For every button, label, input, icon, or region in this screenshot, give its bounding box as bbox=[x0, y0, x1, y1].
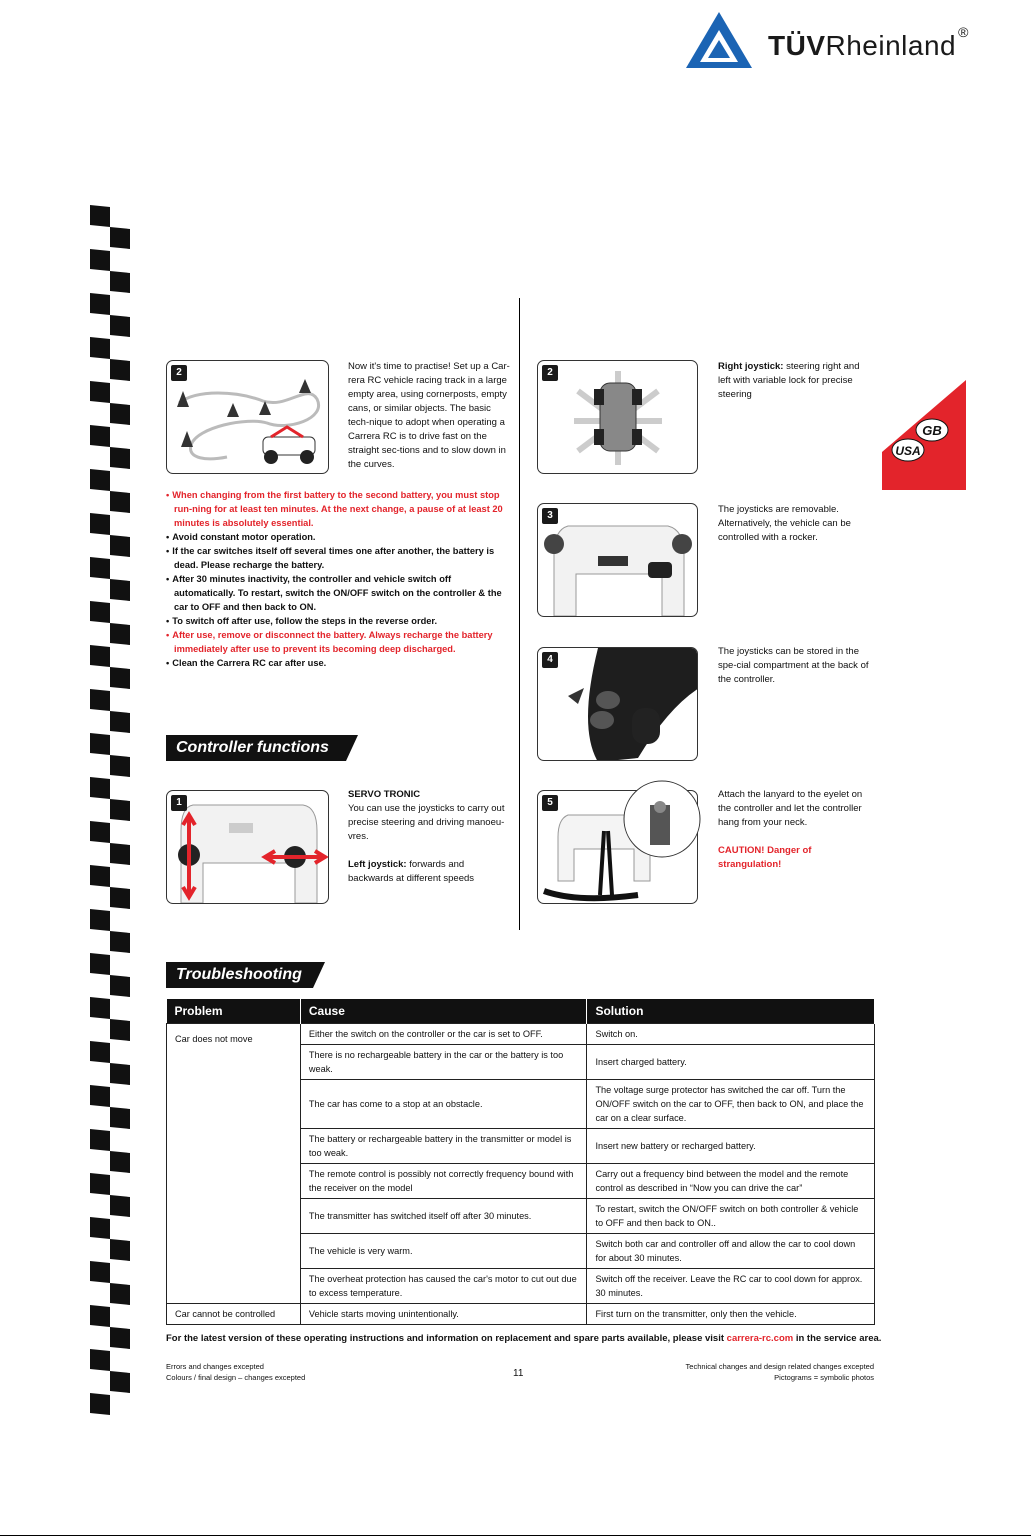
cause-cell: The overheat protection has caused the car's motor to cut out due to excess temperature. bbox=[300, 1268, 587, 1303]
solution-cell: Carry out a frequency bind between the model and the remote control as described in “Now you can drive the car” bbox=[587, 1163, 875, 1198]
table-row bbox=[167, 1023, 875, 1044]
solution-cell: Switch off the receiver. Leave the RC car to cool down for approx. 30 minutes. bbox=[587, 1268, 875, 1303]
strangulation-caution: CAUTION! Danger of strangulation! bbox=[718, 845, 812, 870]
figure-lanyard bbox=[537, 790, 698, 904]
cause-cell: There is no rechargeable battery in the car or the battery is too weak. bbox=[300, 1044, 587, 1079]
checker-square bbox=[90, 1261, 110, 1283]
checker-square bbox=[90, 1305, 110, 1327]
right-joystick-desc: steering right and left with variable lock for precise steering bbox=[718, 361, 860, 400]
checker-square bbox=[110, 1327, 130, 1349]
checker-square bbox=[110, 887, 130, 909]
carrera-link[interactable]: carrera-rc.com bbox=[726, 1333, 794, 1344]
checker-square bbox=[110, 579, 130, 601]
race-track-illustration bbox=[167, 361, 329, 474]
removable-joysticks-text: The joysticks are removable. Alternatively, the vehicle can be controlled with a rocker. bbox=[718, 504, 851, 543]
language-tab-gb-usa bbox=[882, 380, 966, 490]
checker-square bbox=[90, 381, 110, 403]
checker-square bbox=[110, 975, 130, 997]
figure-number: 3 bbox=[542, 508, 558, 524]
checker-square bbox=[90, 689, 110, 711]
figure-number: 1 bbox=[171, 795, 187, 811]
checker-square bbox=[110, 271, 130, 293]
checker-square bbox=[90, 469, 110, 491]
car-steering-illustration bbox=[538, 361, 698, 474]
checker-square bbox=[90, 645, 110, 667]
logo-text: TÜVRheinland ® bbox=[768, 24, 969, 61]
solution-cell: First turn on the transmitter, only then the vehicle. bbox=[587, 1303, 875, 1324]
column-divider bbox=[519, 298, 520, 930]
checker-square bbox=[90, 425, 110, 447]
checker-square bbox=[90, 1349, 110, 1371]
checker-square bbox=[110, 359, 130, 381]
solution-cell: To restart, switch the ON/OFF switch on both controller & vehicle to OFF and then back to ON.. bbox=[587, 1198, 875, 1233]
checker-square bbox=[110, 315, 130, 337]
servo-tronic-desc: You can use the joysticks to carry out precise steering and driving manoeu-vres. bbox=[348, 803, 505, 842]
cause-cell: Either the switch on the controller or the car is set to OFF. bbox=[300, 1023, 587, 1044]
figure-practice-track bbox=[166, 360, 329, 474]
footer-left bbox=[166, 1361, 305, 1383]
servo-tronic-title: SERVO TRONIC bbox=[348, 789, 421, 800]
storage-compartment-text: The joysticks can be stored in the spe-cial compartment at the back of the controller. bbox=[718, 646, 869, 685]
checker-square bbox=[90, 337, 110, 359]
figure-number: 2 bbox=[171, 365, 187, 381]
lang-gb-label: GB bbox=[922, 423, 942, 438]
checker-square bbox=[110, 755, 130, 777]
checker-square bbox=[110, 403, 130, 425]
checker-square bbox=[110, 227, 130, 249]
lanyard-desc: Attach the lanyard to the eyelet on the controller and let the controller hang from your neck. bbox=[718, 789, 863, 828]
latest-text-end: in the service area. bbox=[795, 1333, 882, 1344]
solution-cell: Insert charged battery. bbox=[587, 1044, 875, 1079]
figure-number: 4 bbox=[542, 652, 558, 668]
checker-square bbox=[90, 733, 110, 755]
bullet-item: • When changing from the first battery to the second battery, you must stop run-ning for at least ten minutes. At the next change, a pause of at least 20 minutes is absolutely essential. bbox=[166, 488, 511, 530]
problem-cell: Car cannot be controlled bbox=[167, 1303, 301, 1324]
cause-cell: The car has come to a stop at an obstacle. bbox=[300, 1079, 587, 1128]
checker-square bbox=[110, 623, 130, 645]
checker-square bbox=[90, 865, 110, 887]
page-bottom-rule bbox=[0, 1535, 1031, 1536]
tuv-rheinland-logo bbox=[684, 10, 1024, 70]
checker-square bbox=[110, 1019, 130, 1041]
solution-cell: Switch both car and controller off and allow the car to cool down for about 30 minutes. bbox=[587, 1233, 875, 1268]
footer-colours: Colours / final design – changes excepted bbox=[166, 1373, 306, 1382]
checker-square bbox=[90, 777, 110, 799]
checker-square bbox=[90, 557, 110, 579]
figure-storage-compartment bbox=[537, 647, 698, 761]
solution-cell: The voltage surge protector has switched the car off. Turn the ON/OFF switch on the car to OFF, then back to ON, and place the car on a clear surface. bbox=[587, 1079, 875, 1128]
figure-servo-tronic bbox=[166, 790, 329, 904]
lang-usa-label: USA bbox=[895, 444, 921, 458]
figure-right-joystick bbox=[537, 360, 698, 474]
bullet-item: • If the car switches itself off several times one after another, the battery is dead. Please recharge the battery. bbox=[166, 544, 511, 572]
cause-cell: The remote control is possibly not correctly frequency bound with the receiver on the model bbox=[300, 1163, 587, 1198]
bullet-item: • Clean the Carrera RC car after use. bbox=[166, 656, 511, 670]
header-solution: Solution bbox=[587, 999, 875, 1023]
troubleshooting-title: Troubleshooting bbox=[166, 962, 313, 988]
problem-cell: Car does not move bbox=[167, 1023, 301, 1303]
checker-square bbox=[90, 909, 110, 931]
footer-pictograms: Pictograms = symbolic photos bbox=[774, 1373, 874, 1382]
cause-cell: Vehicle starts moving unintentionally. bbox=[300, 1303, 587, 1324]
checker-square bbox=[90, 293, 110, 315]
checker-square bbox=[90, 997, 110, 1019]
checkered-border-strip bbox=[88, 205, 132, 1432]
lanyard-text bbox=[718, 788, 873, 872]
right-joystick-text bbox=[718, 360, 873, 402]
bullet-item: • After 30 minutes inactivity, the controller and vehicle switch off automatically. To restart, switch the ON/OFF switch on the controller & the car to OFF and then back to ON. bbox=[166, 572, 511, 614]
checker-square bbox=[90, 821, 110, 843]
troubleshooting-table bbox=[166, 999, 875, 1325]
practice-text: Now it's time to practise! Set up a Car-rera RC vehicle racing track in a large empty area, using cornerposts, empty cans, or similar objects. The basic tech-nique to adopt when operating a Carrera RC is to drive fast on the straight sec-tions and to slow down in the curves. bbox=[348, 361, 510, 470]
left-joystick-text: forwards and backwards at different speeds bbox=[348, 859, 475, 884]
latest-version-note bbox=[166, 1333, 886, 1344]
header-cause: Cause bbox=[300, 999, 587, 1023]
checker-square bbox=[110, 491, 130, 513]
checker-square bbox=[90, 953, 110, 975]
footer-technical: Technical changes and design related changes excepted bbox=[685, 1362, 874, 1371]
checker-square bbox=[110, 1371, 130, 1393]
checker-square bbox=[110, 1151, 130, 1173]
right-joystick-label: Right joystick: bbox=[718, 361, 784, 372]
checker-square bbox=[110, 447, 130, 469]
figure-number: 2 bbox=[542, 365, 558, 381]
tuv-triangle-icon bbox=[684, 10, 754, 70]
checker-square bbox=[90, 1129, 110, 1151]
checker-square bbox=[90, 601, 110, 623]
checker-square bbox=[90, 205, 110, 227]
checker-square bbox=[110, 799, 130, 821]
checker-square bbox=[110, 1239, 130, 1261]
cause-cell: The transmitter has switched itself off after 30 minutes. bbox=[300, 1198, 587, 1233]
servo-tronic-text bbox=[348, 788, 512, 886]
controller-functions-title: Controller functions bbox=[166, 735, 346, 761]
bullet-item: • To switch off after use, follow the steps in the reverse order. bbox=[166, 614, 511, 628]
checker-square bbox=[90, 1041, 110, 1063]
header-problem: Problem bbox=[167, 999, 301, 1023]
removable-joystick-illustration bbox=[538, 504, 698, 617]
figure-removable-joysticks bbox=[537, 503, 698, 617]
checker-square bbox=[90, 513, 110, 535]
troubleshooting-body bbox=[167, 1023, 875, 1324]
battery-notes-list bbox=[166, 488, 511, 670]
latest-text: For the latest version of these operating instructions and information on replacement and spare parts available, please visit bbox=[166, 1333, 725, 1344]
solution-cell: Insert new battery or recharged battery. bbox=[587, 1128, 875, 1163]
checker-square bbox=[110, 1107, 130, 1129]
table-header-row bbox=[167, 999, 875, 1023]
checker-square bbox=[90, 249, 110, 271]
checker-square bbox=[90, 1173, 110, 1195]
checker-square bbox=[110, 1195, 130, 1217]
checker-square bbox=[110, 843, 130, 865]
checker-square bbox=[110, 711, 130, 733]
checker-square bbox=[90, 1393, 110, 1415]
table-row bbox=[167, 1303, 875, 1324]
footer-right bbox=[686, 1361, 874, 1383]
storage-compartment-illustration bbox=[538, 648, 698, 761]
checker-square bbox=[110, 1063, 130, 1085]
checker-square bbox=[90, 1085, 110, 1107]
bullet-item: • Avoid constant motor operation. bbox=[166, 530, 511, 544]
cause-cell: The battery or rechargeable battery in the transmitter or model is too weak. bbox=[300, 1128, 587, 1163]
controller-joystick-illustration bbox=[167, 791, 329, 904]
cause-cell: The vehicle is very warm. bbox=[300, 1233, 587, 1268]
footer-errors: Errors and changes excepted bbox=[166, 1362, 264, 1371]
figure-number: 5 bbox=[542, 795, 558, 811]
checker-square bbox=[110, 931, 130, 953]
checker-square bbox=[110, 1283, 130, 1305]
checker-square bbox=[110, 667, 130, 689]
lanyard-illustration bbox=[538, 791, 699, 905]
checker-square bbox=[90, 1217, 110, 1239]
page-number: 11 bbox=[513, 1368, 524, 1379]
left-joystick-label: Left joystick: bbox=[348, 859, 407, 870]
checker-square bbox=[110, 535, 130, 557]
bullet-item: • After use, remove or disconnect the battery. Always recharge the battery immediately after use to prevent its becoming deep discharged. bbox=[166, 628, 511, 656]
solution-cell: Switch on. bbox=[587, 1023, 875, 1044]
